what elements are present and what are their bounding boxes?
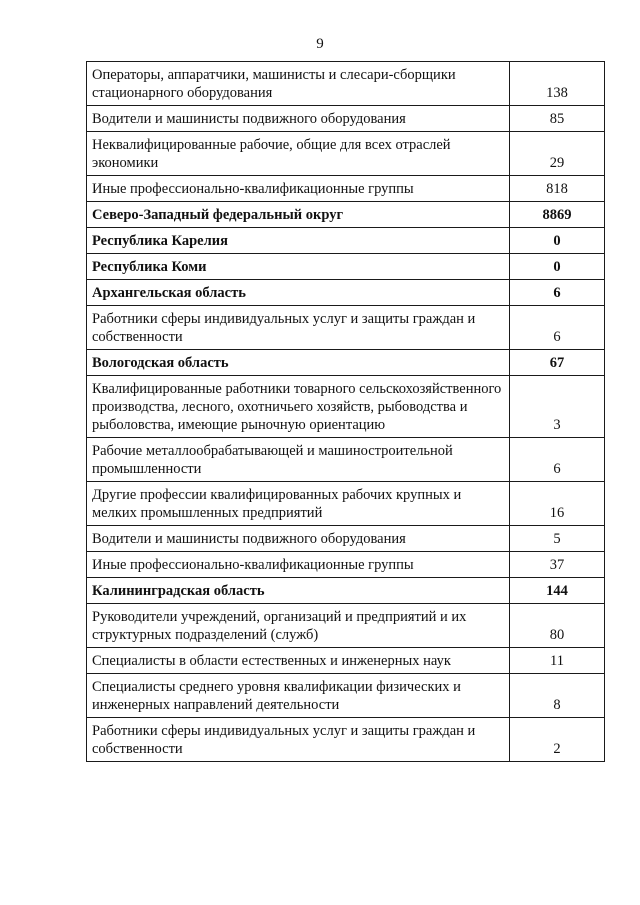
row-label: Рабочие металлообрабатывающей и машиностроительной промышленности (87, 438, 510, 482)
table-row (87, 62, 605, 106)
row-value: 16 (510, 482, 605, 526)
table-row (87, 482, 605, 526)
table-row-region (87, 254, 605, 280)
table-row-region (87, 228, 605, 254)
row-value: 80 (510, 604, 605, 648)
row-value: 37 (510, 552, 605, 578)
row-label: Водители и машинисты подвижного оборудования (87, 526, 510, 552)
row-value: 0 (510, 228, 605, 254)
row-label: Операторы, аппаратчики, машинисты и слесари-сборщики стационарного оборудования (87, 62, 510, 106)
table-row (87, 604, 605, 648)
table-row (87, 376, 605, 438)
table-row (87, 552, 605, 578)
table-row-region (87, 350, 605, 376)
table-row (87, 526, 605, 552)
row-value: 0 (510, 254, 605, 280)
row-label: Иные профессионально-квалификационные группы (87, 176, 510, 202)
table-body (87, 62, 605, 762)
row-label: Неквалифицированные рабочие, общие для всех отраслей экономики (87, 132, 510, 176)
row-label: Водители и машинисты подвижного оборудования (87, 106, 510, 132)
table-row-region (87, 280, 605, 306)
row-label: Специалисты в области естественных и инженерных наук (87, 648, 510, 674)
row-value: 85 (510, 106, 605, 132)
table-row (87, 674, 605, 718)
row-label: Специалисты среднего уровня квалификации физических и инженерных направлений деятельности (87, 674, 510, 718)
table-row (87, 176, 605, 202)
row-value: 29 (510, 132, 605, 176)
table-row (87, 438, 605, 482)
row-label: Северо-Западный федеральный округ (87, 202, 510, 228)
row-label: Руководители учреждений, организаций и предприятий и их структурных подразделений (служб) (87, 604, 510, 648)
row-label: Архангельская область (87, 280, 510, 306)
table-row (87, 132, 605, 176)
table-row (87, 106, 605, 132)
row-value: 144 (510, 578, 605, 604)
row-label: Республика Карелия (87, 228, 510, 254)
row-value: 3 (510, 376, 605, 438)
row-value: 138 (510, 62, 605, 106)
page-number: 9 (316, 36, 324, 52)
row-value: 2 (510, 718, 605, 762)
row-value: 11 (510, 648, 605, 674)
row-label: Вологодская область (87, 350, 510, 376)
table-row (87, 306, 605, 350)
row-value: 818 (510, 176, 605, 202)
row-label: Калининградская область (87, 578, 510, 604)
row-value: 5 (510, 526, 605, 552)
row-label: Иные профессионально-квалификационные группы (87, 552, 510, 578)
row-value: 8 (510, 674, 605, 718)
row-value: 6 (510, 306, 605, 350)
table-row-region (87, 202, 605, 228)
row-label: Работники сферы индивидуальных услуг и защиты граждан и собственности (87, 718, 510, 762)
row-label: Другие профессии квалифицированных рабочих крупных и мелких промышленных предприятий (87, 482, 510, 526)
table-row-region (87, 578, 605, 604)
row-value: 6 (510, 280, 605, 306)
row-value: 67 (510, 350, 605, 376)
occupation-table (86, 61, 605, 762)
row-value: 8869 (510, 202, 605, 228)
row-label: Квалифицированные работники товарного сельскохозяйственного производства, лесного, охотничьего хозяйств, рыбоводства и рыболовства, имеющие рыночную ориентацию (87, 376, 510, 438)
row-label: Республика Коми (87, 254, 510, 280)
row-value: 6 (510, 438, 605, 482)
table-row (87, 718, 605, 762)
row-label: Работники сферы индивидуальных услуг и защиты граждан и собственности (87, 306, 510, 350)
table-row (87, 648, 605, 674)
